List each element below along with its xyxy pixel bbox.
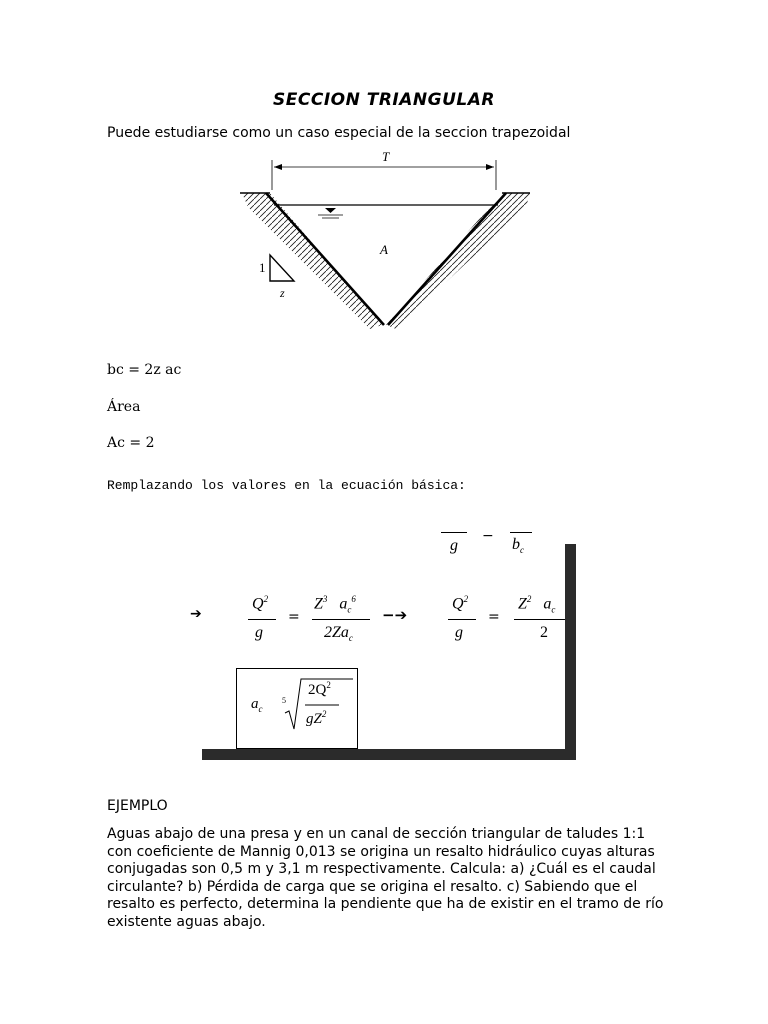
right-wall (388, 193, 506, 325)
root-index: 5 (282, 696, 286, 705)
top-minus: − (482, 528, 494, 544)
replacing-text: Remplazando los valores en la ecuación básica: (107, 478, 466, 493)
formula-area-word: Área (107, 399, 141, 415)
right-bank-hatch (386, 193, 530, 329)
top-width-label: T (382, 149, 390, 164)
eq2-equals: = (488, 609, 500, 625)
eq2-lhs-num: $Q^2$ (452, 594, 469, 613)
slope-vertical-label: 1 (259, 260, 266, 275)
water-level-icon (325, 208, 336, 213)
box-den: $gZ^2$ (306, 709, 327, 727)
box-num: $2Q^2$ (308, 680, 331, 698)
eq2-rhs-den: 2 (540, 624, 548, 641)
top-bc: $b_c$ (512, 536, 524, 556)
implies-arrow-icon: −➔ (382, 606, 408, 624)
example-text: Aguas abajo de una presa y en un canal de sección triangular de taludes 1:1 con coeficiente de Mannig 0,013 se origina un resalto hidráulico cuyas alturas conjugadas son 0,5 m y 3,1 m respectivamente. Calcula: a) ¿Cuál es el caudal circulante? b) Pérdida de carga que se origina el resalto. c) Sabiendo que el resalto es perfecto, determina la pendiente que ha de existir en el tramo de río existente aguas abajo. (107, 826, 664, 930)
triangular-section-diagram (230, 145, 540, 335)
intro-text: Puede estudiarse como un caso especial de la seccion trapezoidal (107, 125, 571, 141)
formula-bc: bc = 2z ac (107, 362, 182, 378)
eq2-rhs-num: $Z^2$ $a_c$ (518, 594, 556, 615)
frame-bottom-bar (202, 749, 576, 760)
eq1-rhs-den: $2Za_c$ (324, 624, 353, 644)
eq1-rhs-num: $Z^3$ $a_c^6$ (314, 594, 356, 615)
equation-panel (0, 520, 768, 770)
example-heading: EJEMPLO (107, 798, 168, 814)
bullet-arrow-icon: ➔ (190, 606, 202, 622)
eq2-lhs-den: g (455, 624, 463, 641)
frame-right-bar (565, 544, 576, 760)
ac-formula-box (236, 668, 358, 749)
box-ac: $a_c$ (251, 696, 263, 714)
formula-ac: Ac = 2 (107, 435, 155, 451)
eq1-lhs-num: $Q^2$ (252, 594, 269, 613)
slope-horizontal-label: z (280, 286, 285, 300)
page-title: SECCION TRIANGULAR (273, 90, 495, 110)
area-label: A (380, 242, 388, 257)
eq1-equals: = (288, 609, 300, 625)
left-wall (266, 193, 384, 325)
slope-triangle (270, 255, 294, 281)
eq1-lhs-den: g (255, 624, 263, 641)
top-g: g (450, 537, 458, 554)
